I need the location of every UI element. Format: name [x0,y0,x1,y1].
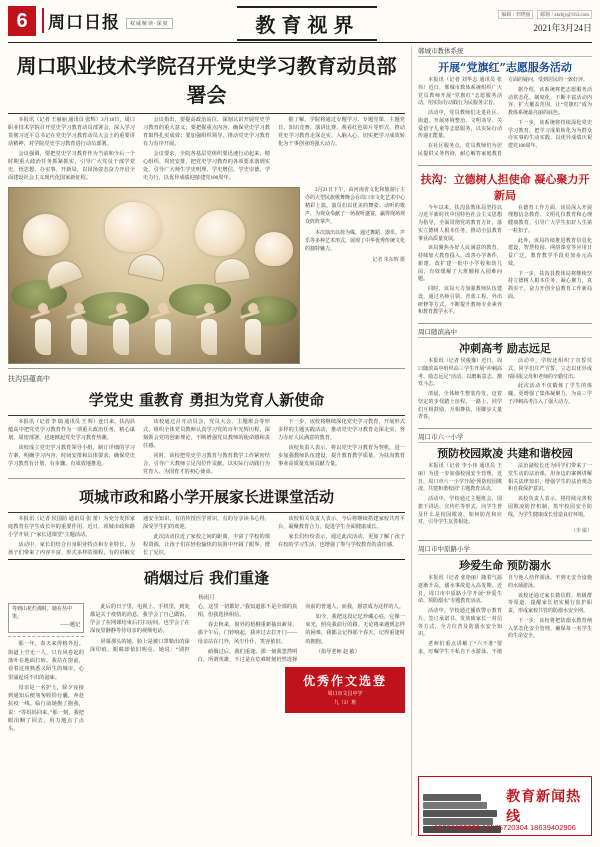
essay-author: 杨雨月 [198,595,215,602]
xiangcheng-rule [8,512,405,513]
fugou-headline: 学党史 重教育 勇担为党育人新使命 [88,390,325,409]
right-column [411,46,592,836]
stamp-class: 九（3）班 [333,701,357,707]
r3-para: 清晨，全体师生整装待发，迈着坚定的步伐踏上征程。一路上，同学们互相鼓励、互相搀扶，用脚步丈量青春。 [418,392,502,421]
r3-para: 此次活动不仅锻炼了学生的体魄，更增强了集体凝聚力，为高三学子冲刺高考注入了强大动力。 [508,384,592,405]
right-story-1-body [418,77,592,159]
r2-para: 该局聚焦办好人民满意的教育，持续加大教育投入，改善办学条件，新建、改扩建一批中小学校和幼儿园，有效缓解了大班额和入园难问题。 [418,246,502,283]
fugou-para: 该校通过召开动员会、党员大会、主题班会等形式，组织全体党员教师认真学习党的百年光辉历程，深刻领会党的创新理论，不断增强党员教师的使命感和责任感。 [143,418,270,449]
essay-para: 屏幕那头的她，脸上是被口罩勒出的深深印痕，眼睛却依旧明亮。她说：“别担心，这里一切都好。”我知道那不是全部的真相，但我选择相信。 [90,604,298,653]
r5-para: 老师们重点讲解了“六不准”要求，叮嘱学生不私自下水游泳、不擅自与他人结伴游泳、不到无安全设施的水域游泳。 [418,576,592,655]
right-story-4-kicker: 周口市六一小学 [418,432,592,443]
right-story-3-kicker: 周口随滨高中 [418,327,592,338]
lead-rule [8,113,405,114]
r2-para: 此外，该局持续推进教育信息化建设，智慧校园、网络课堂等应用日益广泛，教育教学手段更加多元高效。 [508,238,592,267]
paper-name: 周口日报 [42,8,120,33]
fugou-para: 下一步，该校将继续深化党史学习教育，开展形式多样的主题实践活动，推动党史学习教育走深走实，努力办好人民满意的教育。 [278,418,405,441]
essay-para: 母亲是一名护士，除夕夜接到通知后便匆匆收拾行囊，奔赴抗疫一线。临行前她抱了抱我，说：“等妈妈回来。”那一刻，我把眼泪咽了回去，用力地点了点头。 [8,684,84,733]
essay-body-main [90,603,405,663]
masthead-right [442,6,592,34]
right-story-4 [418,432,592,534]
r4-para: 该校负责人表示，将持续完善校园欺凌防控机制，筑牢校园安全防线，为学生健康成长营造良好环境。 [508,497,592,518]
lead-para: 本报讯（记者 王丽丽 通讯员 张辉）3月18日，周口职业技术学院召开党史学习教育动员部署会，深入学习贯彻习近平总书记在党史学习教育动员大会上的重要讲话精神，对学院党史学习教育进行动员部署。 [8,117,135,148]
right-story-1-kicker: 郸城市教体系统 [418,46,592,57]
r1-para: 下一步，该系统将持续深化党史学习教育，把学习成果转化为为群众办实事的生动实践，以优异成绩庆祝建党100周年。 [508,120,592,149]
hotline-numbers: 15290650696 13525720304 18639402906 [434,823,576,832]
fugou-para: 该校负责人表示，将以党史学习教育为契机，进一步加强教师队伍建设，提升教育教学质量，为扶沟教育事业高质量发展贡献力量。 [278,444,405,467]
lead-para: 会议强调，要把党史学习教育作为当前和今后一个时期重大政治任务抓紧抓实，引导广大党员干部学党史、悟思想、办实事、开新局，以昂扬姿态奋力开启全面建设社会主义现代化国家新征程。 [8,151,135,182]
right-story-3 [418,327,592,422]
photo-caption-para: 3月21日下午，由河南省文化和旅游厅主办的大型民族歌舞晚会在周口市文化艺术中心精彩上演。演员们以优美的舞姿、动听的歌声，为观众奉献了一场视听盛宴，赢得现场观众阵阵掌声。 [305,187,406,225]
lead-headline: 周口职业技术学院召开党史学习教育动员部署会 [16,54,397,107]
stage-performance-photo [8,187,300,364]
r2-para: 今年以来，扶沟县教体局坚持以习近平新时代中国特色社会主义思想为指导，全面贯彻党的教育方针，落实立德树人根本任务，推动全县教育事业高质量发展。 [418,205,502,242]
photo-caption [305,187,405,364]
divider-before-essay [8,559,405,560]
masthead-sublabel: 权威解读·深度 [126,18,173,29]
r4-para: 本报讯（记者 李小伟 通讯员 王 丽）为进一步加强校园安全管理，近日，周口市六一小学开展“预防校园欺凌、共建和谐校园”主题教育活动。 [418,464,502,493]
right-divider-3 [418,428,592,429]
right-story-4-headline: 预防校园欺凌 共建和谐校园 [437,447,573,460]
xiangcheng-para: 此次活动拉近了家校之间的距离，丰富了学校的课程资源，让孩子们在轻松愉快的氛围中开阔了眼界、增长了见识。 [143,534,270,557]
r5-para: 本报讯（记者 张艳丽）随着气温逐渐升高，溺水事故进入高发期。近日，周口市中原路小学开展“珍爱生命、预防溺水”专题教育活动。 [418,576,502,605]
lead-para: 会议指出，要提高政治站位，深刻认识开展党史学习教育的重大意义；要把握重点内容，确保党史学习教育取得扎实成效；要加强组织领导，推动党史学习教育有力有序开展。 [143,117,270,148]
r1-para: 据介绍，该系统将把志愿服务活动常态化、制度化，不断丰富活动内容，扩大覆盖范围，让“党旗红”成为教体系统最亮丽的底色。 [508,87,592,116]
r1-para: 本报讯（记者 刘华志 通讯员 张 伟）近日，郸城市教体系统组织广大党员教师开展“党旗红”志愿服务活动，用实际行动践行为民服务宗旨。 [418,78,502,107]
right-story-5 [418,544,592,657]
lead-body [8,116,405,183]
masthead-codes [498,10,592,19]
issue-date: 2021年3月24日 [533,23,592,33]
right-story-5-body [418,575,592,657]
fugou-para: 该校成立党史学习教育领导小组，制订详细的学习方案，明确学习内容、时间安排和具体要求，确保党史学习教育有计划、有步骤、有成效地推进。 [8,444,135,467]
right-story-3-headline: 冲刺高考 励志远足 [459,342,551,355]
lead-para: 会议要求，全院各基层党组织要迅速行动起来，精心组织、周密安排，把党史学习教育的各项要求落到实处，引导广大师生学史明理、学史增信、学史崇德、学史力行，以优异成绩迎接建党100周年。 [143,151,270,182]
xiangcheng-para: 本报讯（记者 侯国防 通讯员 张 蕾）为充分发挥家庭教育在学生成长中的重要作用，近日，项城市政和路小学开展了“家长进课堂”主题活动。 [8,515,135,539]
right-story-2-headline: 扶沟：立德树人担使命 凝心聚力开新局 [420,172,590,202]
r4-para: 法治副校长还为同学们带来了一堂生动的法治课，用身边的案例讲解相关法律知识，增强学生的法治观念和自我保护意识。 [508,464,592,493]
left-column [8,46,405,836]
page-number: 6 [8,6,36,36]
photo-block [8,187,405,364]
right-story-1 [418,46,592,159]
essay-para: 此后的日子里，电视上、手机里，到处都是关于疫情的消息。我学会了自己做饭，学会了在网课结束后打扫房间，也学会了在深夜里静静等待母亲的视频电话。 [90,604,190,635]
fugou-body [8,418,405,476]
r2-para: 下一步，扶沟县教体局将继续坚持立德树人根本任务，凝心聚力，真抓实干，奋力开创全县教育工作新局面。 [508,271,592,300]
xiangcheng-headline: 项城市政和路小学开展家长进课堂活动 [78,487,334,506]
right-story-1-headline: 开展“党旗红”志愿服务活动 [438,61,572,74]
r1-para: 在社区服务点，党员教师们为居民提供义务咨询，耐心解答家庭教育方面的疑问，受到居民的一致好评。 [418,78,589,157]
fugou-rule [8,415,405,416]
essay-para: 那一年，春天来得格外迟。街道上空无一人，只有风卷起的落叶在地面打转。我站在窗前，看着这座熟悉又陌生的城市，心里涌起说不出的滋味。 [8,641,84,681]
right-story-3-body [418,358,592,422]
right-story-5-kicker: 周口市中原路小学 [418,544,592,555]
stamp-school: 周口市文昌中学 [327,692,363,698]
masthead-rule [8,42,592,43]
right-divider-1 [418,165,592,166]
stamp-title: 优秀作文选登 [302,674,387,689]
email-label: 邮箱 / zkrbjy@163.com [537,10,592,19]
right-divider-2 [418,323,592,324]
essay-quote: 等到山花烂漫时，她在丛中笑。 [12,607,73,621]
essay-para: 硝烟过后，我们重逢。那一刻我忽然明白，所谓英雄，不过是在危难时刻仍然选择向前的普通人。而我，愿意成为这样的人。 [197,604,404,663]
hotline-title: 教育新闻热线 [506,789,582,825]
right-story-4-body [418,463,592,527]
r5-para: 下一步，该校将把防溺水教育纳入常态化安全管理，确保每一名学生的生命安全。 [508,618,592,640]
masthead [8,6,592,40]
editor-label: 编辑 / 李晓丽 [498,10,533,19]
page-columns [8,46,592,836]
divider-after-photo [8,368,405,369]
essay-headline: 硝烟过后 我们重逢 [143,569,270,588]
section-title: 教育视界 [237,6,377,41]
r5-para: 活动中，学校通过播放警示教育片、签订承诺书、发放致家长一封信等方式，全方位普及防溺水安全知识。 [418,609,502,638]
divider-after-fugou [8,478,405,479]
essay-block [8,603,405,735]
essay-para: 如今，我把这段记忆珍藏心底，它像一束光，照亮我前行的路。无论将来遇到怎样的困难，我都会记得那个春天，记得重逢时的拥抱。 [305,614,405,645]
xiangcheng-body [8,515,405,557]
r1-para: 活动中，党员教师们走进社区、街道，开展环境整治、文明劝导、关爱留守儿童等志愿服务，以实际行动传递正能量。 [418,111,502,140]
r4-para: 活动中，学校通过主题班会、国旗下讲话、宣传栏等形式，向学生普及什么是校园欺凌、如何防范和应对，引导学生友善相处。 [418,497,502,526]
essay-award-stamp [285,667,405,713]
section-title-container [179,6,436,41]
r5-para: 该校还通过家长微信群、班级群等渠道，提醒家长切实履行监护职责，形成家校共管的防溺水安全网。 [508,593,592,614]
right-story-2 [418,169,592,318]
lead-para: 据了解，学院将通过专题学习、专题党课、主题党日、知识竞赛、演讲比赛、观看红色影片等形式，推动党史学习教育走深走实、入脑入心，切实把学习成效转化为干事创业的强大动力。 [278,117,405,148]
r2-para: 同时，该局大力加强教师队伍建设，通过名师引领、青蓝工程、外出研修等方式，不断提升教师专业素养和教育教学水平。 [418,287,502,316]
essay-quote-box [8,603,84,633]
xiangcheng-para: 活动中，家长们结合自身职业特点和专业特长，为孩子们带来了内容丰富、形式多样的课程，有的讲解交通安全知识，有的传授医学常识，有的分享读书心得，深受学生们的欢迎。 [8,515,270,557]
essay-body-left [8,640,84,733]
r3-para: 活动中，学校还组织了宣誓仪式，同学们庄严宣誓，立志以优异成绩回报父母和老师的辛勤付出。 [508,359,592,380]
essay-para: （指导老师 赵 敏） [315,648,360,655]
xiangcheng-para: 该校相关负责人表示，今后将继续搭建家校共育平台，凝聚教育合力，促进学生全面健康成长。 [278,515,405,530]
photo-credit: 记者 朱东辉 摄 [372,257,405,263]
photo-caption-para: 本次演出以荷为媒，通过舞蹈、器乐、声乐等多种艺术形式，展现了中华优秀传统文化的独特魅力。 [305,230,406,252]
right-story-2-body [418,205,592,318]
essay-quote-author: ——题记 [59,623,80,629]
right-divider-4 [418,540,592,541]
fugou-para: 同时，该校把党史学习教育与教育教学工作紧密结合，引导广大教师立足岗位作贡献，以实际行动践行为党育人、为国育才的初心使命。 [143,452,270,475]
xiangcheng-para: 家长们纷纷表示，通过此次活动，更加了解了孩子在校的学习生活，也增强了参与学校教育的责任感。 [278,534,405,549]
r2-para: 在德育工作方面，该局深入开展理想信念教育、文明礼仪教育和心理健康教育，引导广大学生扣好人生第一粒扣子。 [508,205,592,234]
right-story-4-byline: （李 敏） [570,529,592,534]
fugou-kicker: 扶沟县蕴高中 [8,374,50,383]
fugou-para: 本报讯（记者 李 瑞 通讯员 王 辉）连日来，扶沟县蕴高中把党史学习教育作为一项重大政治任务，精心谋划、周密部署，迅速掀起党史学习教育热潮。 [8,418,135,441]
right-story-5-headline: 珍爱生命 预防溺水 [459,559,551,572]
r3-para: 本报讯（记者 侯俊豫）近日，周口随滨高中组织高三学生开展“冲刺高考、励志远足”活动，以磨砺意志、激发斗志。 [418,359,502,388]
essay-para: 春去秋来，窗外的梧桐重新抽出新芽。那个午后，门铃响起，我冲过去打开门——母亲站在门外，风尘仆仆，笑容依旧。 [197,622,298,645]
hotline-banner [418,776,592,836]
